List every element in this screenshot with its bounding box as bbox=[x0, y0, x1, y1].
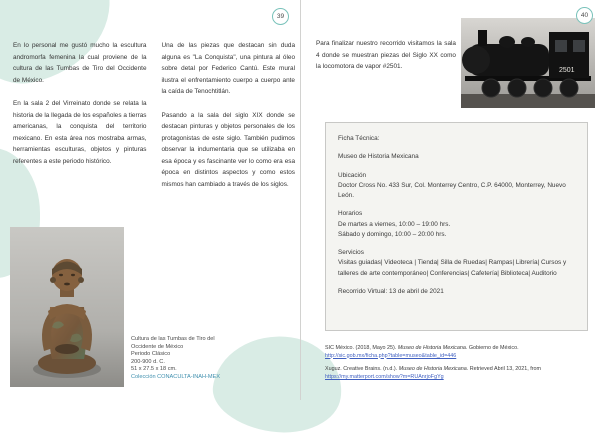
body-paragraph: Pasando a la sala del siglo XIX donde se destacan pinturas y objetos personales de los protagonistas de este siglo. También pudimos observar la indumentaria que se utilizaba en esa época y es fascinante ver lo como era esa época en distintos aspectos y como estos mismos han cambiado a través de los siglos. bbox=[161, 111, 295, 188]
caption-line: 200-900 d. C. bbox=[131, 358, 165, 365]
page-number-badge-39 bbox=[272, 8, 289, 25]
page-number-badge-40 bbox=[576, 7, 593, 24]
sculpture-illustration bbox=[10, 227, 124, 387]
citation-text: Gobierno de México. bbox=[467, 345, 519, 351]
intro-paragraph: Para finalizar nuestro recorrido visitamos la sala 4 donde se muestran piezas del Siglo XX como la locomotora de vapor #2501. bbox=[316, 40, 456, 71]
locomotive-illustration bbox=[461, 18, 595, 108]
sculpture-photo bbox=[10, 227, 124, 387]
ficha-title: Ficha Técnica: bbox=[338, 135, 380, 142]
citation-link[interactable]: https://my.matterport.com/show?m=RUAnrjoFgYg bbox=[325, 373, 444, 380]
body-paragraph: Una de las piezas que destacan sin duda alguna es "La Conquista", una pintura al óleo sobre detal por Federico Cantú. Este mural ilustra el enfrentamiento cuerpo a cuerpo ante la caída de Tenochtitlán. bbox=[161, 42, 295, 96]
page-divider bbox=[300, 0, 301, 400]
citation-2 bbox=[325, 366, 591, 381]
horarios-weekdays: De martes a viernes, 10:00 – 19:00 hrs. bbox=[338, 220, 451, 228]
citation-text: SIC México. (2018, Mayo 25). bbox=[325, 345, 398, 351]
ubicacion-label: Ubicación bbox=[338, 171, 367, 179]
left-page-text-columns bbox=[13, 40, 295, 190]
page-number-right: 40 bbox=[580, 12, 589, 19]
locomotive-number-label: 2501 bbox=[559, 67, 575, 74]
left-column-2 bbox=[162, 40, 296, 190]
horarios-label: Horarios bbox=[338, 210, 363, 218]
ficha-recorrido-block bbox=[338, 287, 575, 297]
servicios-value: Visitas guiadas| Videoteca | Tienda| Silla de Ruedas| Rampas| Librería| Cursos y talleres de arte contemporáneo| Conferencias| Cafetería| Biblioteca| Auditorio bbox=[338, 259, 567, 277]
caption-collection-line: Colección CONACULTA-INAH-MEX bbox=[131, 373, 220, 380]
citation-link[interactable]: http://sic.gob.mx/ficha.php?table=museo&table_id=446 bbox=[325, 352, 457, 359]
museum-name: Museo de Historia Mexicana bbox=[338, 153, 419, 161]
ficha-servicios-block bbox=[338, 248, 575, 279]
caption-line: Cultura de las Tumbas de Tiro del bbox=[131, 336, 215, 342]
left-column-1 bbox=[13, 40, 147, 190]
caption-line: 51 x 27.5 x 18 cm. bbox=[131, 366, 177, 373]
ubicacion-value: Doctor Cross No. 433 Sur, Col. Monterrey Centro, C.P. 64000, Monterrey, Nuevo León. bbox=[338, 181, 566, 199]
citation-text: Retrieved Abril 13, 2021, from bbox=[468, 366, 542, 373]
caption-line: Periodo Clásico bbox=[131, 351, 171, 358]
citation-text: Xuguz. Creative Brains. (n.d.). bbox=[325, 366, 399, 373]
caption-line: Occidente de México bbox=[131, 343, 184, 350]
ficha-horarios-block bbox=[338, 209, 575, 240]
figure-caption bbox=[131, 336, 249, 381]
body-paragraph: En lo personal me gustó mucho la escultura andromorfa femenina la cual proviene de la cultura de las Tumbas de Tiro del Occidente de México. bbox=[13, 42, 147, 84]
citations-section bbox=[325, 345, 591, 387]
citation-title: Museo de Historia Mexicana. bbox=[398, 366, 469, 373]
ficha-title-block bbox=[338, 134, 575, 144]
ficha-ubicacion-block bbox=[338, 171, 575, 202]
citation-1 bbox=[325, 345, 591, 360]
horarios-weekend: Sábado y domingo, 10:00 – 20:00 hrs. bbox=[338, 230, 447, 238]
ficha-tecnica-box bbox=[325, 122, 588, 331]
servicios-label: Servicios bbox=[338, 249, 364, 256]
page-number-left: 39 bbox=[276, 13, 285, 20]
locomotive-photo bbox=[461, 18, 595, 108]
body-paragraph: En la sala 2 del Virreinato donde se relata la historia de la llegada de los españoles a tierras americanas, la conquista del territorio mexicano. En esta área nos mostraba armas, herramientas esculturas, objetos y pinturas referentes a este periodo histórico. bbox=[13, 100, 147, 165]
ficha-museum-block bbox=[338, 152, 575, 162]
recorrido-virtual: Recorrido Virtual: 13 de abril de 2021 bbox=[338, 287, 444, 295]
citation-title: Museo de Historia Mexicana. bbox=[397, 345, 468, 351]
